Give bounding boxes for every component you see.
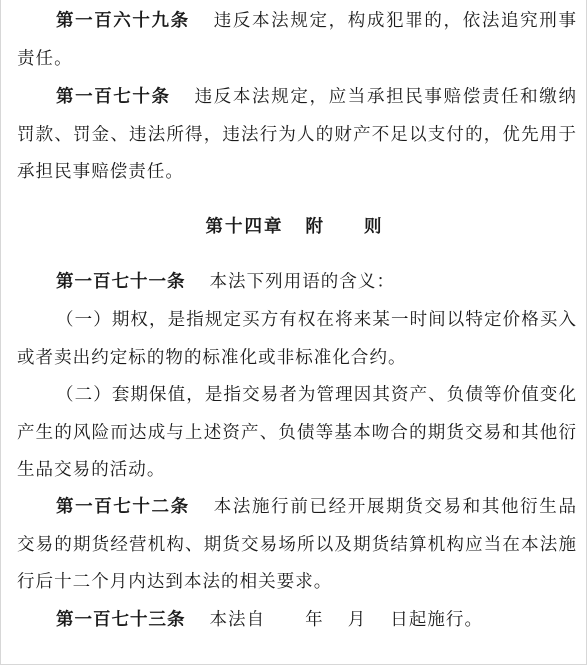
definition-text: （二）套期保值，是指交易者为管理因其资产、负债等价值变化产生的风险而达成与上述资产、负债等基本吻合的期货交易和其他衍生品交易的活动。 <box>17 385 577 480</box>
article-text: 违反本法规定，应当承担民事赔偿责任和缴纳罚款、罚金、违法所得，违法行为人的财产不足以支付的，优先用于承担民事赔偿责任。 <box>17 87 578 182</box>
chapter-number: 第十四章 <box>205 217 284 237</box>
article-number: 第一百七十一条 <box>56 272 186 292</box>
chapter-title: 附 则 <box>305 217 384 237</box>
article-text: 本法下列用语的含义： <box>209 272 395 292</box>
article-text: 本法施行前已经开展期货交易和其他衍生品交易的期货经营机构、期货交易场所以及期货结算机构应当在本法施行后十二个月内达到本法的相关要求。 <box>17 497 578 592</box>
article-number: 第一百七十条 <box>56 87 171 107</box>
article-171 <box>17 264 577 302</box>
definition-item <box>17 302 577 377</box>
effective-date-month: 月 <box>347 610 367 630</box>
definition-text: （一）期权，是指规定买方有权在将来某一时间以特定价格买入或者卖出约定标的物的标准化或非标准化合约。 <box>17 310 577 368</box>
effective-date-prefix: 本法自 <box>209 610 266 630</box>
article-number: 第一百七十二条 <box>56 497 190 517</box>
effective-date-year: 年 <box>305 610 324 630</box>
article-number: 第一百七十三条 <box>56 610 186 630</box>
effective-date-day: 日起施行。 <box>390 610 484 630</box>
article-170 <box>17 79 577 192</box>
article-172 <box>17 489 577 602</box>
article-173 <box>17 602 577 640</box>
article-number: 第一百六十九条 <box>56 11 190 31</box>
chapter-heading <box>1 213 587 238</box>
article-169 <box>17 3 577 78</box>
article-text: 违反本法规定，构成犯罪的，依法追究刑事责任。 <box>17 11 578 69</box>
definition-item <box>17 377 577 490</box>
